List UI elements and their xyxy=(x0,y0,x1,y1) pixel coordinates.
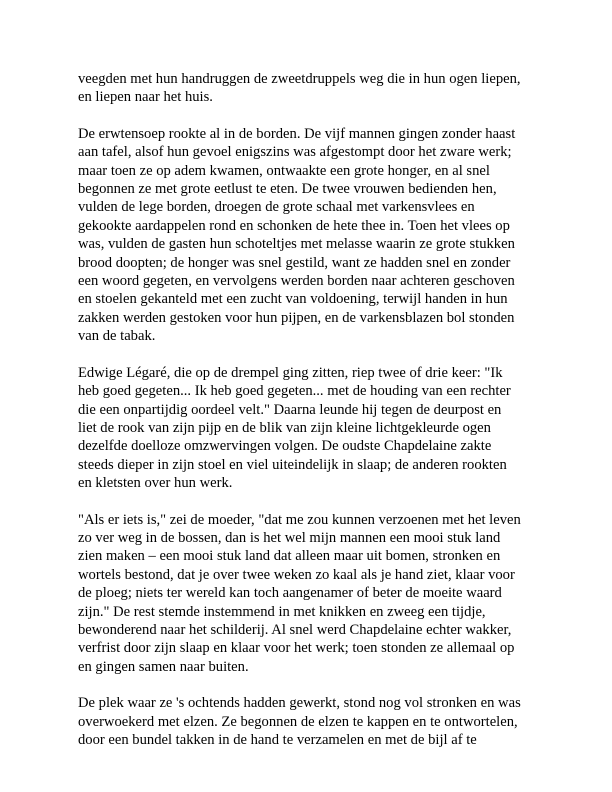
text-line: De erwtensoep rookte al in de borden. De vijf mannen gingen zonder haast xyxy=(78,125,516,142)
text-line: en gingen samen naar buiten. xyxy=(78,658,249,675)
text-line: en kletsten over hun werk. xyxy=(78,475,233,492)
text-line: door een bundel takken in de hand te verzamelen en met de bijl af te xyxy=(78,732,477,748)
text-line: zijn." De rest stemde instemmend in met knikken en zweeg een tijdje, xyxy=(78,603,486,620)
text-line: zien maken – een mooi stuk land dat alleen maar uit bomen, stronken en xyxy=(78,548,501,565)
text-line: maar toen ze op adem kwamen, ontwaakte een grote honger, en al snel xyxy=(78,162,490,179)
text-line: steeds dieper in zijn stoel en viel uiteindelijk in slaap; de anderen rookten xyxy=(78,456,507,473)
text-line: die een onpartijdig oordeel velt." Daarna leunde hij tegen de deurpost en xyxy=(78,401,502,418)
text-line: was, vulden de gasten hun schoteltjes met melasse waarin ze grote stukken xyxy=(78,236,515,253)
text-line: overwoekerd met elzen. Ze begonnen de elzen te kappen en te ontwortelen, xyxy=(78,713,518,730)
text-line: wortels bestond, dat je over twee weken zo kaal als je hand ziet, klaar voor xyxy=(78,566,515,583)
text-line: aan tafel, alsof hun gevoel enigszins was afgestompt door het zware werk; xyxy=(78,144,512,161)
text-line: van de tabak. xyxy=(78,328,156,345)
text-line: Edwige Légaré, die op de drempel ging zitten, riep twee of drie keer: "Ik xyxy=(78,364,503,381)
text-line: "Als er iets is," zei de moeder, "dat me zou kunnen verzoenen met het leven xyxy=(78,511,521,528)
text-line: veegden met hun handruggen de zweetdruppels weg die in hun ogen liepen, xyxy=(78,71,521,87)
text-line: begonnen ze met grote eetlust te eten. De twee vrouwen bedienden hen, xyxy=(78,181,497,198)
text-line: verfrist door zijn slaap en klaar voor het werk; toen stonden ze allemaal op xyxy=(78,640,515,657)
paragraph xyxy=(78,694,538,749)
text-line: liet de rook van zijn pijp en de blik van zijn kleine lichtgekleurde ogen xyxy=(78,419,491,436)
document-page xyxy=(78,70,538,749)
text-line: De plek waar ze 's ochtends hadden gewerkt, stond nog vol stronken en was xyxy=(78,695,521,712)
text-line: heb goed gegeten... Ik heb goed gegeten... met de houding van een rechter xyxy=(78,383,511,400)
text-line: gekookte aardappelen rond en schonken de hete thee in. Toen het vlees op xyxy=(78,217,510,234)
text-line: bewonderend naar het schilderij. Al snel werd Chapdelaine echter wakker, xyxy=(78,621,512,638)
paragraph xyxy=(78,364,538,493)
paragraph xyxy=(78,511,538,677)
text-line: brood doopten; de honger was snel gestild, want ze hadden snel en zonder xyxy=(78,254,511,271)
paragraph xyxy=(78,125,538,346)
paragraph xyxy=(78,70,538,107)
text-line: zo ver weg in de bossen, dan is het wel mijn mannen een mooi stuk land xyxy=(78,529,501,546)
text-line: zakken werden gestoken voor hun pijpen, en de varkensblazen bol stonden xyxy=(78,309,515,326)
text-line: een woord gegeten, en vervolgens werden borden naar achteren geschoven xyxy=(78,273,515,290)
text-line: en liepen naar het huis. xyxy=(78,89,213,106)
text-line: de ploeg; niets ter wereld kan toch aangenamer of beter de moeite waard xyxy=(78,585,502,602)
text-line: vulden de lege borden, droegen de grote schaal met varkensvlees en xyxy=(78,199,475,216)
text-line: en stoelen gekanteld met een zucht van voldoening, terwijl handen in hun xyxy=(78,291,508,308)
text-line: dezelfde doelloze omzwervingen volgen. De oudste Chapdelaine zakte xyxy=(78,438,492,455)
